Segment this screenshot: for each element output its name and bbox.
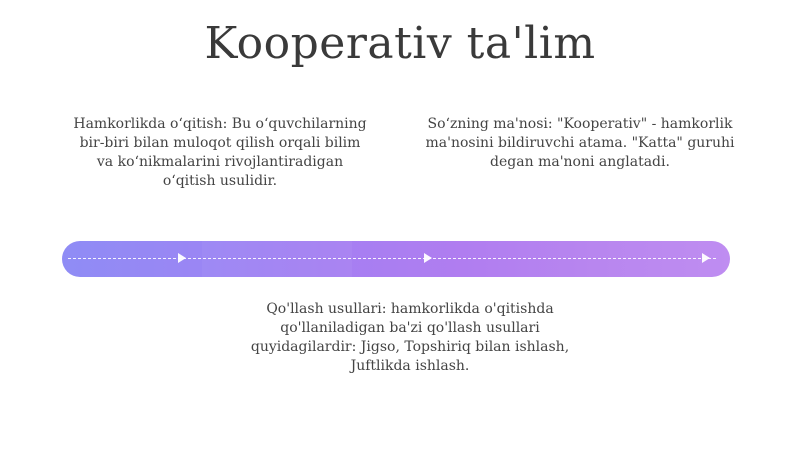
timeline-segment-2 (202, 241, 352, 277)
arrow-right-icon (178, 253, 186, 263)
timeline-segment-3 (352, 241, 730, 277)
timeline-dashed-line (68, 258, 716, 259)
timeline-bar (62, 241, 730, 277)
arrow-right-icon (424, 253, 432, 263)
text-block-definition: Hamkorlikda o‘qitish: Bu o‘quvchilarning bir-biri bilan muloqot qilish orqali bilim va ko‘nikmalarini rivojlantiradigan o‘qitish usulidir. (73, 116, 367, 189)
text-block-meaning: So‘zning ma'nosi: "Kooperativ" - hamkorlik ma'nosini bildiruvchi atama. "Katta" guruhi degan ma'noni anglatadi. (425, 116, 735, 170)
text-block-methods: Qo'llash usullari: hamkorlikda o'qitishda qo'llaniladigan ba'zi qo'llash usullari quyidagilardir: Jigso, Topshiriq bilan ishlash, Juftlikda ishlash. (250, 301, 570, 374)
arrow-right-icon (702, 253, 710, 263)
slide-title: Kooperativ ta'lim (204, 18, 596, 69)
